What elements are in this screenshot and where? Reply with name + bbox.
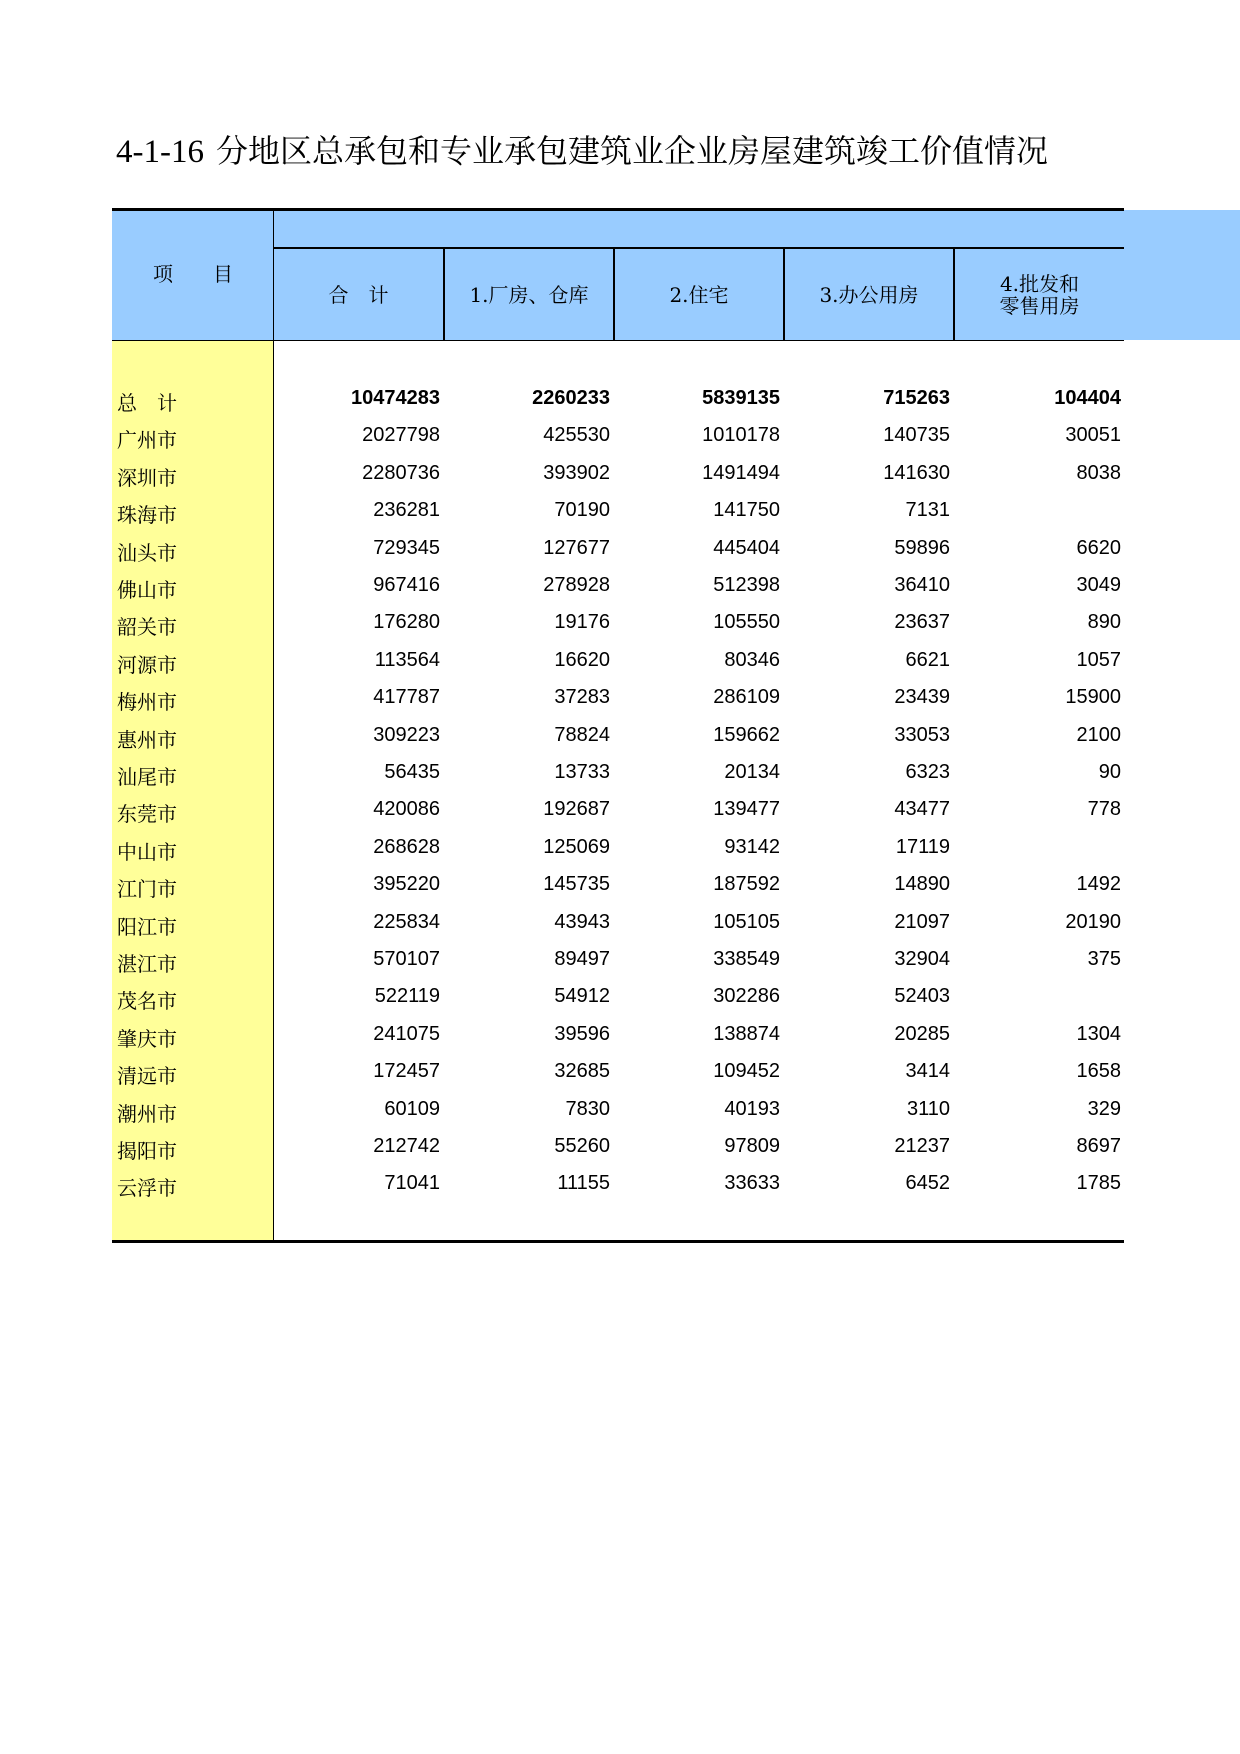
row-label: 总 计 xyxy=(117,391,177,415)
cell-total: 71041 xyxy=(384,1172,440,1194)
cell-factory: 125069 xyxy=(543,836,610,858)
row-label: 佛山市 xyxy=(117,578,177,602)
cell-residential: 80346 xyxy=(724,649,780,671)
cell-factory: 13733 xyxy=(554,761,610,783)
table-code: 4-1-16 xyxy=(116,134,204,170)
cell-residential: 105105 xyxy=(713,911,780,933)
cell-factory: 425530 xyxy=(543,424,610,446)
cell-factory: 32685 xyxy=(554,1060,610,1082)
cell-residential: 286109 xyxy=(713,686,780,708)
row-label: 河源市 xyxy=(117,653,177,677)
column-header-office: 3.办公用房 xyxy=(819,282,919,307)
cell-retail: 890 xyxy=(1087,611,1121,633)
header-item-label: 项 目 xyxy=(153,262,233,286)
row-label: 东莞市 xyxy=(117,802,177,826)
row-label: 阳江市 xyxy=(117,915,177,939)
cell-factory: 2260233 xyxy=(532,387,610,409)
cell-residential: 105550 xyxy=(713,611,780,633)
cell-retail: 30051 xyxy=(1065,424,1121,446)
cell-office: 6323 xyxy=(905,761,950,783)
cell-total: 236281 xyxy=(373,499,440,521)
cell-office: 3414 xyxy=(905,1060,950,1082)
cell-office: 43477 xyxy=(894,798,950,820)
cell-office: 52403 xyxy=(894,985,950,1007)
cell-residential: 20134 xyxy=(724,761,780,783)
cell-total: 268628 xyxy=(373,836,440,858)
cell-office: 14890 xyxy=(894,873,950,895)
row-label: 潮州市 xyxy=(117,1102,177,1126)
cell-factory: 16620 xyxy=(554,649,610,671)
cell-factory: 37283 xyxy=(554,686,610,708)
cell-total: 113564 xyxy=(374,649,440,671)
cell-residential: 139477 xyxy=(713,798,780,820)
column-header-total: 合 计 xyxy=(328,282,389,307)
cell-residential: 109452 xyxy=(713,1060,780,1082)
cell-retail: 1057 xyxy=(1076,649,1121,671)
table-title: 分地区总承包和专业承包建筑业企业房屋建筑竣工价值情况 xyxy=(215,132,1048,170)
row-label: 湛江市 xyxy=(117,952,177,976)
cell-residential: 159662 xyxy=(713,724,780,746)
cell-factory: 393902 xyxy=(543,462,610,484)
row-label: 茂名市 xyxy=(117,989,177,1013)
cell-factory: 192687 xyxy=(543,798,610,820)
cell-retail: 3049 xyxy=(1076,574,1121,596)
cell-office: 140735 xyxy=(883,424,950,446)
cell-office: 23637 xyxy=(894,611,950,633)
cell-office: 141630 xyxy=(883,462,950,484)
cell-residential: 33633 xyxy=(724,1172,780,1194)
cell-retail: 1492 xyxy=(1076,873,1121,895)
cell-residential: 138874 xyxy=(713,1023,780,1045)
cell-factory: 127677 xyxy=(543,537,610,559)
cell-total: 10474283 xyxy=(351,387,440,409)
cell-retail: 20190 xyxy=(1065,911,1121,933)
cell-total: 60109 xyxy=(384,1098,440,1120)
cell-total: 420086 xyxy=(373,798,440,820)
cell-total: 225834 xyxy=(373,911,440,933)
cell-retail: 104404 xyxy=(1054,387,1121,409)
cell-residential: 93142 xyxy=(724,836,780,858)
cell-residential: 1010178 xyxy=(702,424,780,446)
cell-office: 36410 xyxy=(894,574,950,596)
row-label: 汕尾市 xyxy=(117,765,177,789)
cell-total: 2027798 xyxy=(362,424,440,446)
cell-factory: 145735 xyxy=(543,873,610,895)
row-label: 肇庆市 xyxy=(117,1027,177,1051)
cell-office: 59896 xyxy=(894,537,950,559)
cell-factory: 70190 xyxy=(554,499,610,521)
cell-factory: 54912 xyxy=(554,985,610,1007)
cell-total: 395220 xyxy=(373,873,440,895)
cell-retail: 375 xyxy=(1087,948,1121,970)
row-label: 梅州市 xyxy=(117,690,177,714)
row-label: 江门市 xyxy=(117,877,177,901)
cell-residential: 141750 xyxy=(713,499,780,521)
cell-residential: 512398 xyxy=(713,574,780,596)
cell-residential: 187592 xyxy=(713,873,780,895)
cell-factory: 19176 xyxy=(554,611,610,633)
cell-factory: 78824 xyxy=(554,724,610,746)
row-label: 珠海市 xyxy=(117,503,177,527)
cell-residential: 445404 xyxy=(713,537,780,559)
cell-total: 56435 xyxy=(384,761,440,783)
cell-retail: 8038 xyxy=(1076,462,1121,484)
cell-total: 212742 xyxy=(373,1135,440,1157)
cell-factory: 278928 xyxy=(543,574,610,596)
cell-factory: 43943 xyxy=(554,911,610,933)
cell-total: 172457 xyxy=(373,1060,440,1082)
cell-office: 3110 xyxy=(906,1098,950,1120)
cell-retail: 1304 xyxy=(1076,1023,1121,1045)
row-label: 云浮市 xyxy=(117,1176,177,1200)
row-label: 汕头市 xyxy=(117,541,177,565)
cell-retail: 1785 xyxy=(1076,1172,1121,1194)
cell-office: 33053 xyxy=(894,724,950,746)
cell-total: 967416 xyxy=(373,574,440,596)
cell-residential: 5839135 xyxy=(702,387,780,409)
cell-office: 21237 xyxy=(894,1135,950,1157)
cell-total: 570107 xyxy=(373,948,440,970)
cell-residential: 97809 xyxy=(724,1135,780,1157)
bottom-rule xyxy=(112,1240,1124,1243)
cell-factory: 55260 xyxy=(554,1135,610,1157)
page-title xyxy=(116,126,1048,172)
cell-total: 417787 xyxy=(373,686,440,708)
cell-total: 2280736 xyxy=(362,462,440,484)
cell-office: 21097 xyxy=(894,911,950,933)
column-header-factory: 1.厂房、仓库 xyxy=(469,282,589,307)
cell-factory: 39596 xyxy=(554,1023,610,1045)
row-label: 揭阳市 xyxy=(117,1139,177,1163)
cell-total: 522119 xyxy=(374,985,440,1007)
cell-total: 176280 xyxy=(373,611,440,633)
cell-office: 20285 xyxy=(894,1023,950,1045)
cell-retail: 6620 xyxy=(1076,537,1121,559)
cell-residential: 40193 xyxy=(724,1098,780,1120)
top-rule xyxy=(112,208,1124,211)
row-label: 韶关市 xyxy=(117,615,177,639)
header-bottom-rule xyxy=(112,340,1124,341)
cell-office: 23439 xyxy=(894,686,950,708)
row-label: 中山市 xyxy=(117,840,177,864)
cell-office: 17119 xyxy=(895,836,950,858)
cell-retail: 329 xyxy=(1087,1098,1121,1120)
row-label: 清远市 xyxy=(117,1064,177,1088)
cell-retail: 8697 xyxy=(1076,1135,1121,1157)
row-label: 广州市 xyxy=(117,428,177,452)
cell-retail: 15900 xyxy=(1065,686,1121,708)
column-header-retail: 4.批发和 零售用房 xyxy=(999,271,1080,318)
cell-total: 729345 xyxy=(373,537,440,559)
cell-retail: 778 xyxy=(1087,798,1121,820)
cell-factory: 89497 xyxy=(554,948,610,970)
cell-residential: 338549 xyxy=(713,948,780,970)
cell-residential: 302286 xyxy=(713,985,780,1007)
cell-office: 32904 xyxy=(894,948,950,970)
cell-office: 715263 xyxy=(883,387,950,409)
cell-factory: 7830 xyxy=(565,1098,610,1120)
cell-residential: 1491494 xyxy=(702,462,780,484)
cell-factory: 11155 xyxy=(557,1172,610,1194)
cell-office: 7131 xyxy=(905,499,950,521)
cell-retail: 90 xyxy=(1098,761,1121,783)
cell-office: 6621 xyxy=(905,649,950,671)
row-label: 深圳市 xyxy=(117,466,177,490)
cell-retail: 2100 xyxy=(1076,724,1121,746)
cell-total: 309223 xyxy=(373,724,440,746)
cell-total: 241075 xyxy=(373,1023,440,1045)
cell-retail: 1658 xyxy=(1076,1060,1121,1082)
cell-office: 6452 xyxy=(905,1172,950,1194)
row-label: 惠州市 xyxy=(117,728,177,752)
column-header-residential: 2.住宅 xyxy=(669,282,729,307)
label-column-divider xyxy=(273,210,274,1242)
